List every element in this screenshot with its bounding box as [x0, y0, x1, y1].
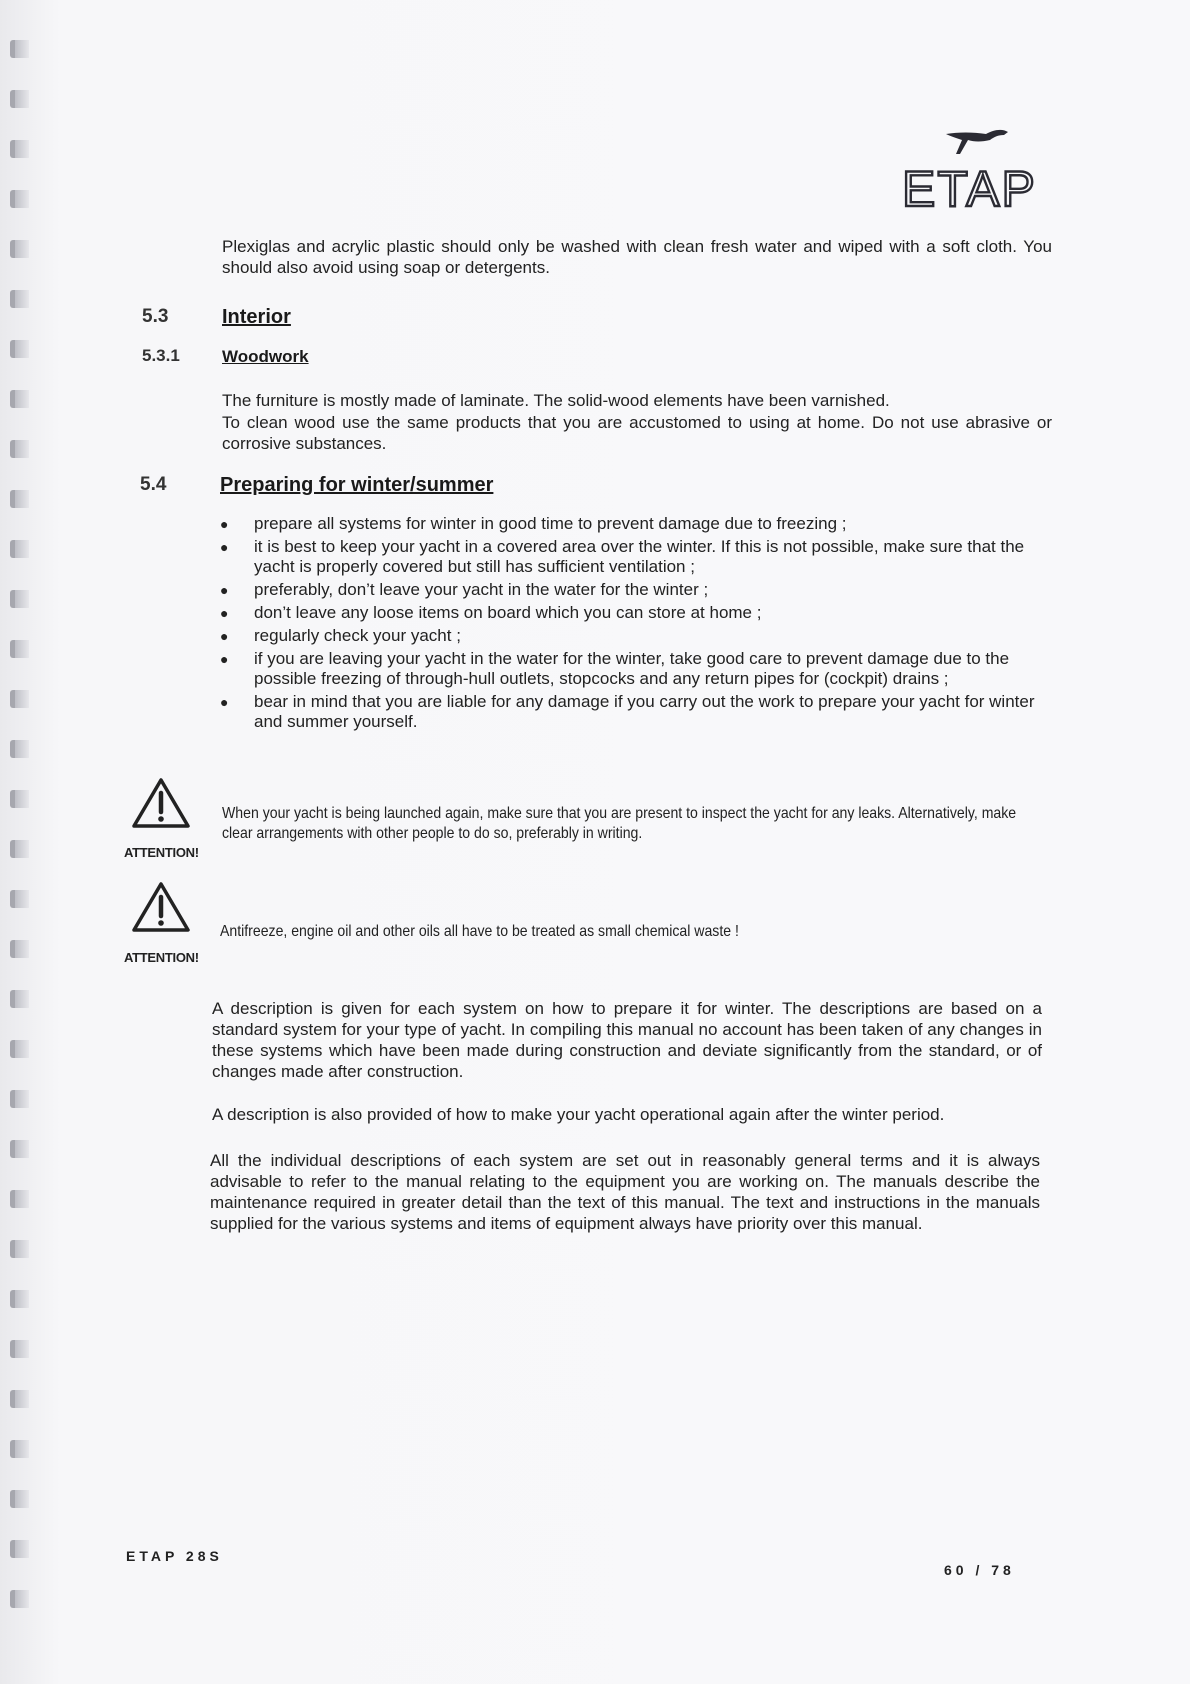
list-item: ● it is best to keep your yacht in a covered area over the winter. If this is not possible, make sure that the yacht is properly covered but still has sufficient ventilation ; — [220, 537, 1025, 576]
warning-triangle-icon — [130, 880, 192, 934]
list-item: ● if you are leaving your yacht in the water for the winter, take good care to prevent damage due to the possible freezing of through-hull outlets, stopcocks and any return pipes for (cockpit) drains ; — [220, 649, 1010, 688]
section-title-winter: Preparing for winter/summer — [220, 474, 494, 496]
page-number: 60 / 78 — [944, 1562, 1015, 1578]
winter-checklist — [218, 514, 1048, 735]
intro-paragraph: Plexiglas and acrylic plastic should only be washed with clean fresh water and wiped with a soft cloth. You should also avoid using soap or detergents. — [222, 237, 1052, 277]
warning-text-chemicals: Antifreeze, engine oil and other oils all have to be treated as small chemical waste ! — [220, 923, 739, 940]
list-item: ● regularly check your yacht ; — [220, 626, 461, 645]
logo-text: ETAP — [902, 161, 1037, 210]
list-item: ● don’t leave any loose items on board which you can store at home ; — [220, 603, 762, 622]
attention-label: ATTENTION! — [124, 950, 199, 965]
section-title-woodwork: Woodwork — [222, 347, 309, 366]
list-item: ● preferably, don’t leave your yacht in the water for the winter ; — [220, 580, 709, 599]
warning-text-launch: When your yacht is being launched again, make sure that you are present to inspect the yacht for any leaks. Alternatively, make clear arrangements with other people to do so, preferably in writing. — [222, 805, 1017, 842]
footer-model: ETAP 28S — [126, 1548, 223, 1564]
body-paragraph-3: All the individual descriptions of each system are set out in reasonably general terms and it is always advisable to refer to the manual relating to the equipment you are working on. The manuals describe the maintenance required in greater detail than the text of this manual. The text and instructions in the manuals supplied for the various systems and items of equipment always have priority over this manual. — [210, 1151, 1040, 1233]
section-title-interior: Interior — [222, 306, 291, 328]
woodwork-line-2: To clean wood use the same products that you are accustomed to using at home. Do not use abrasive or corrosive substances. — [222, 413, 1052, 453]
body-paragraph-2: A description is also provided of how to make your yacht operational again after the winter period. — [212, 1105, 945, 1124]
attention-label: ATTENTION! — [124, 845, 199, 860]
body-paragraph-1: A description is given for each system on how to prepare it for winter. The descriptions are based on a standard system for your type of yacht. In compiling this manual no account has been taken of any changes in these systems which have been made during construction and deviate significantly from the standard, or of changes made after construction. — [212, 999, 1042, 1081]
woodwork-line-1: The furniture is mostly made of laminate. The solid-wood elements have been varnished. — [222, 391, 890, 410]
list-item: ● prepare all systems for winter in good time to prevent damage due to freezing ; — [220, 514, 847, 533]
section-number-woodwork: 5.3.1 — [142, 346, 180, 365]
section-number-winter: 5.4 — [140, 474, 167, 495]
warning-triangle-icon — [130, 776, 192, 830]
list-item: ● bear in mind that you are liable for any damage if you carry out the work to prepare your yacht for winter and summer yourself. — [220, 692, 1035, 731]
section-number-interior: 5.3 — [142, 306, 169, 327]
